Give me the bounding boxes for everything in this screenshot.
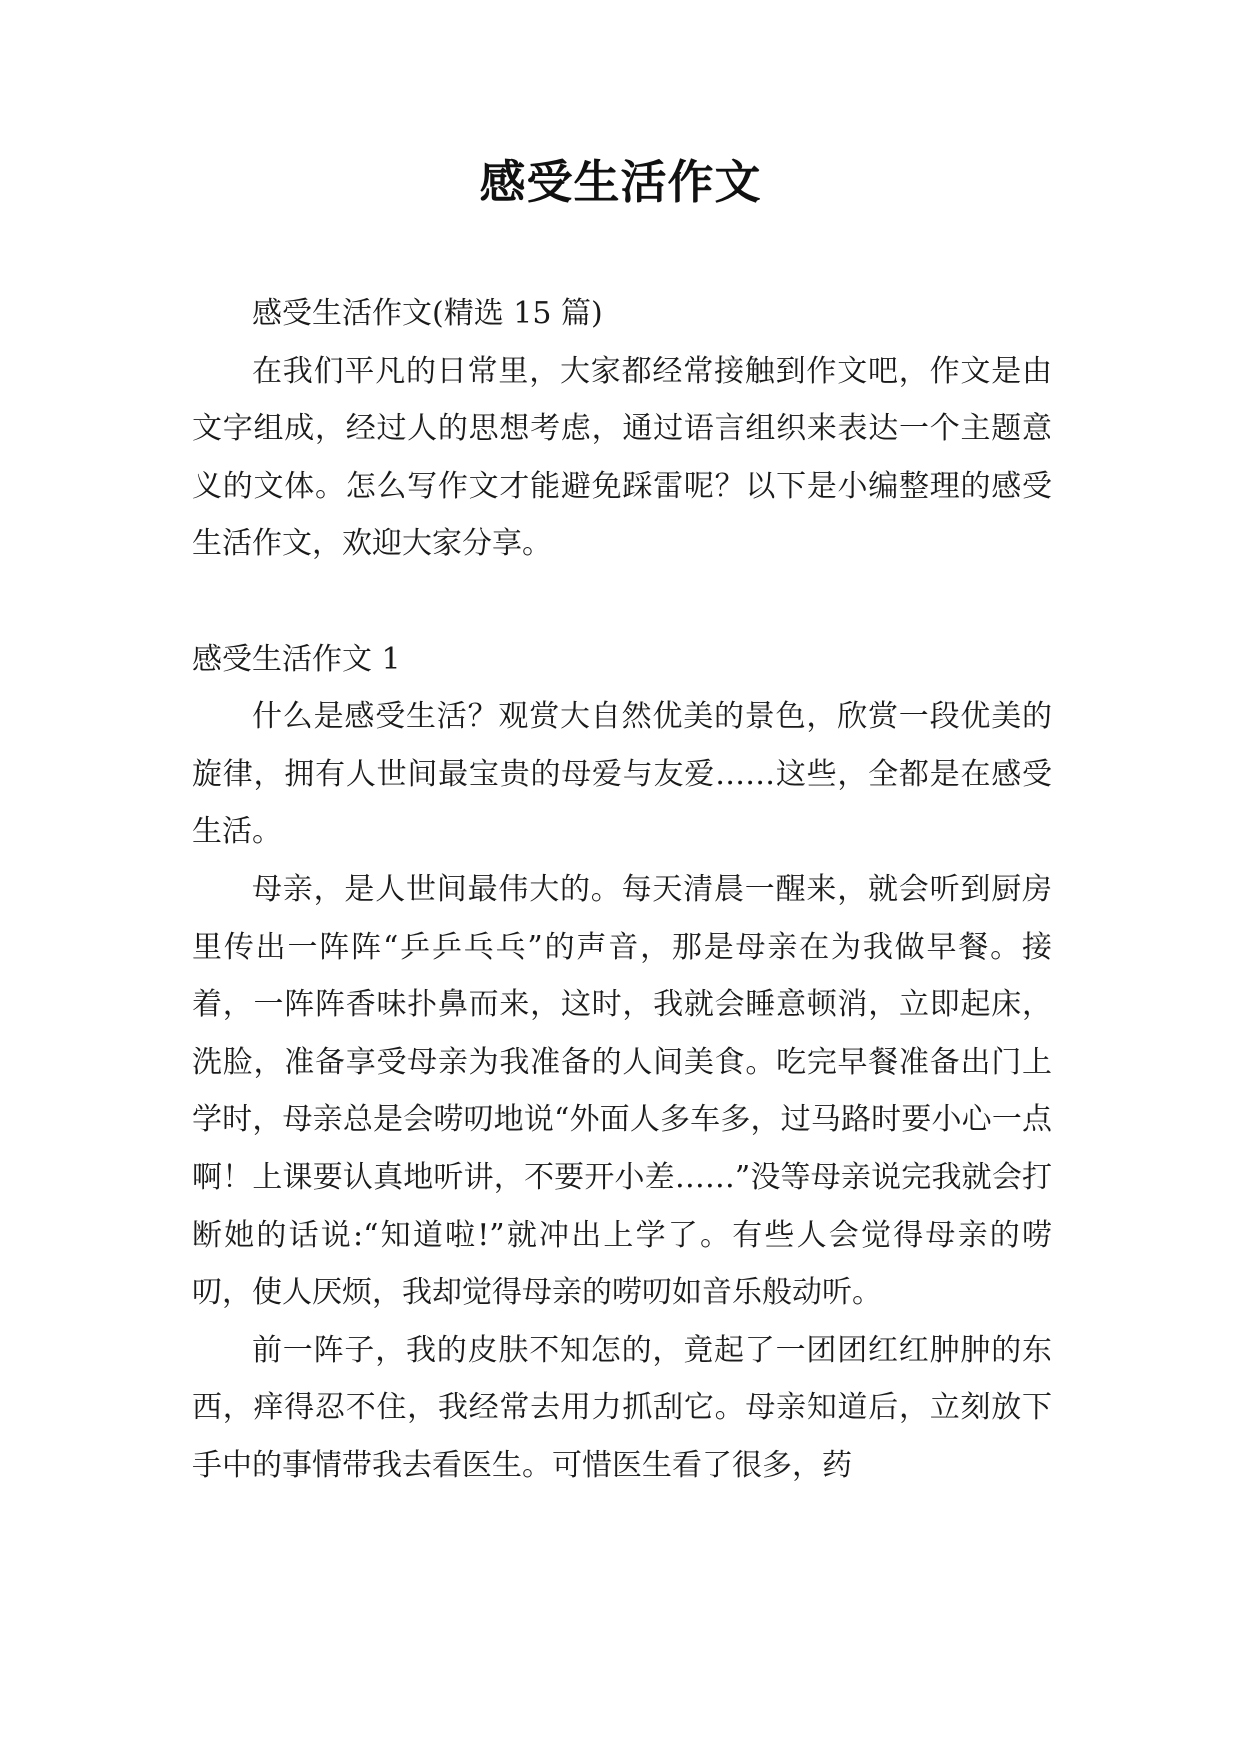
body-paragraph: 母亲，是人世间最伟大的。每天清晨一醒来，就会听到厨房里传出一阵阵“乒乒乓乓”的声音，那是母亲在为我做早餐。接着，一阵阵香味扑鼻而来，这时，我就会睡意顿消，立即起床，洗脸，准备享受母亲为我准备的人间美食。吃完早餐准备出门上学时，母亲总是会唠叨地说“外面人多车多，过马路时要小心一点啊！上课要认真地听讲，不要开小差……”没等母亲说完我就会打断她的话说:“知道啦!”就冲出上学了。有些人会觉得母亲的唠叨，使人厌烦，我却觉得母亲的唠叨如音乐般动听。	[192, 871, 1052, 1311]
document-body	[192, 285, 1052, 1494]
document-title: 感受生活作文	[479, 155, 762, 209]
intro-paragraph: 在我们平凡的日常里，大家都经常接触到作文吧，作文是由文字组成，经过人的思想考虑，通过语言组织来表达一个主题意义的文体。怎么写作文才能避免踩雷呢？以下是小编整理的感受生活作文，欢迎大家分享。	[192, 353, 1052, 562]
body-paragraph: 什么是感受生活？观赏大自然优美的景色，欣赏一段优美的旋律，拥有人世间最宝贵的母爱与友爱……这些，全都是在感受生活。	[192, 699, 1052, 850]
body-paragraph: 前一阵子，我的皮肤不知怎的，竟起了一团团红红肿肿的东西，痒得忍不住，我经常去用力抓刮它。母亲知道后，立刻放下手中的事情带我去看医生。可惜医生看了很多，药	[192, 1332, 1052, 1483]
subtitle-line: 感受生活作文(精选 15 篇)	[252, 296, 603, 331]
section-heading: 感受生活作文 1	[192, 641, 401, 677]
